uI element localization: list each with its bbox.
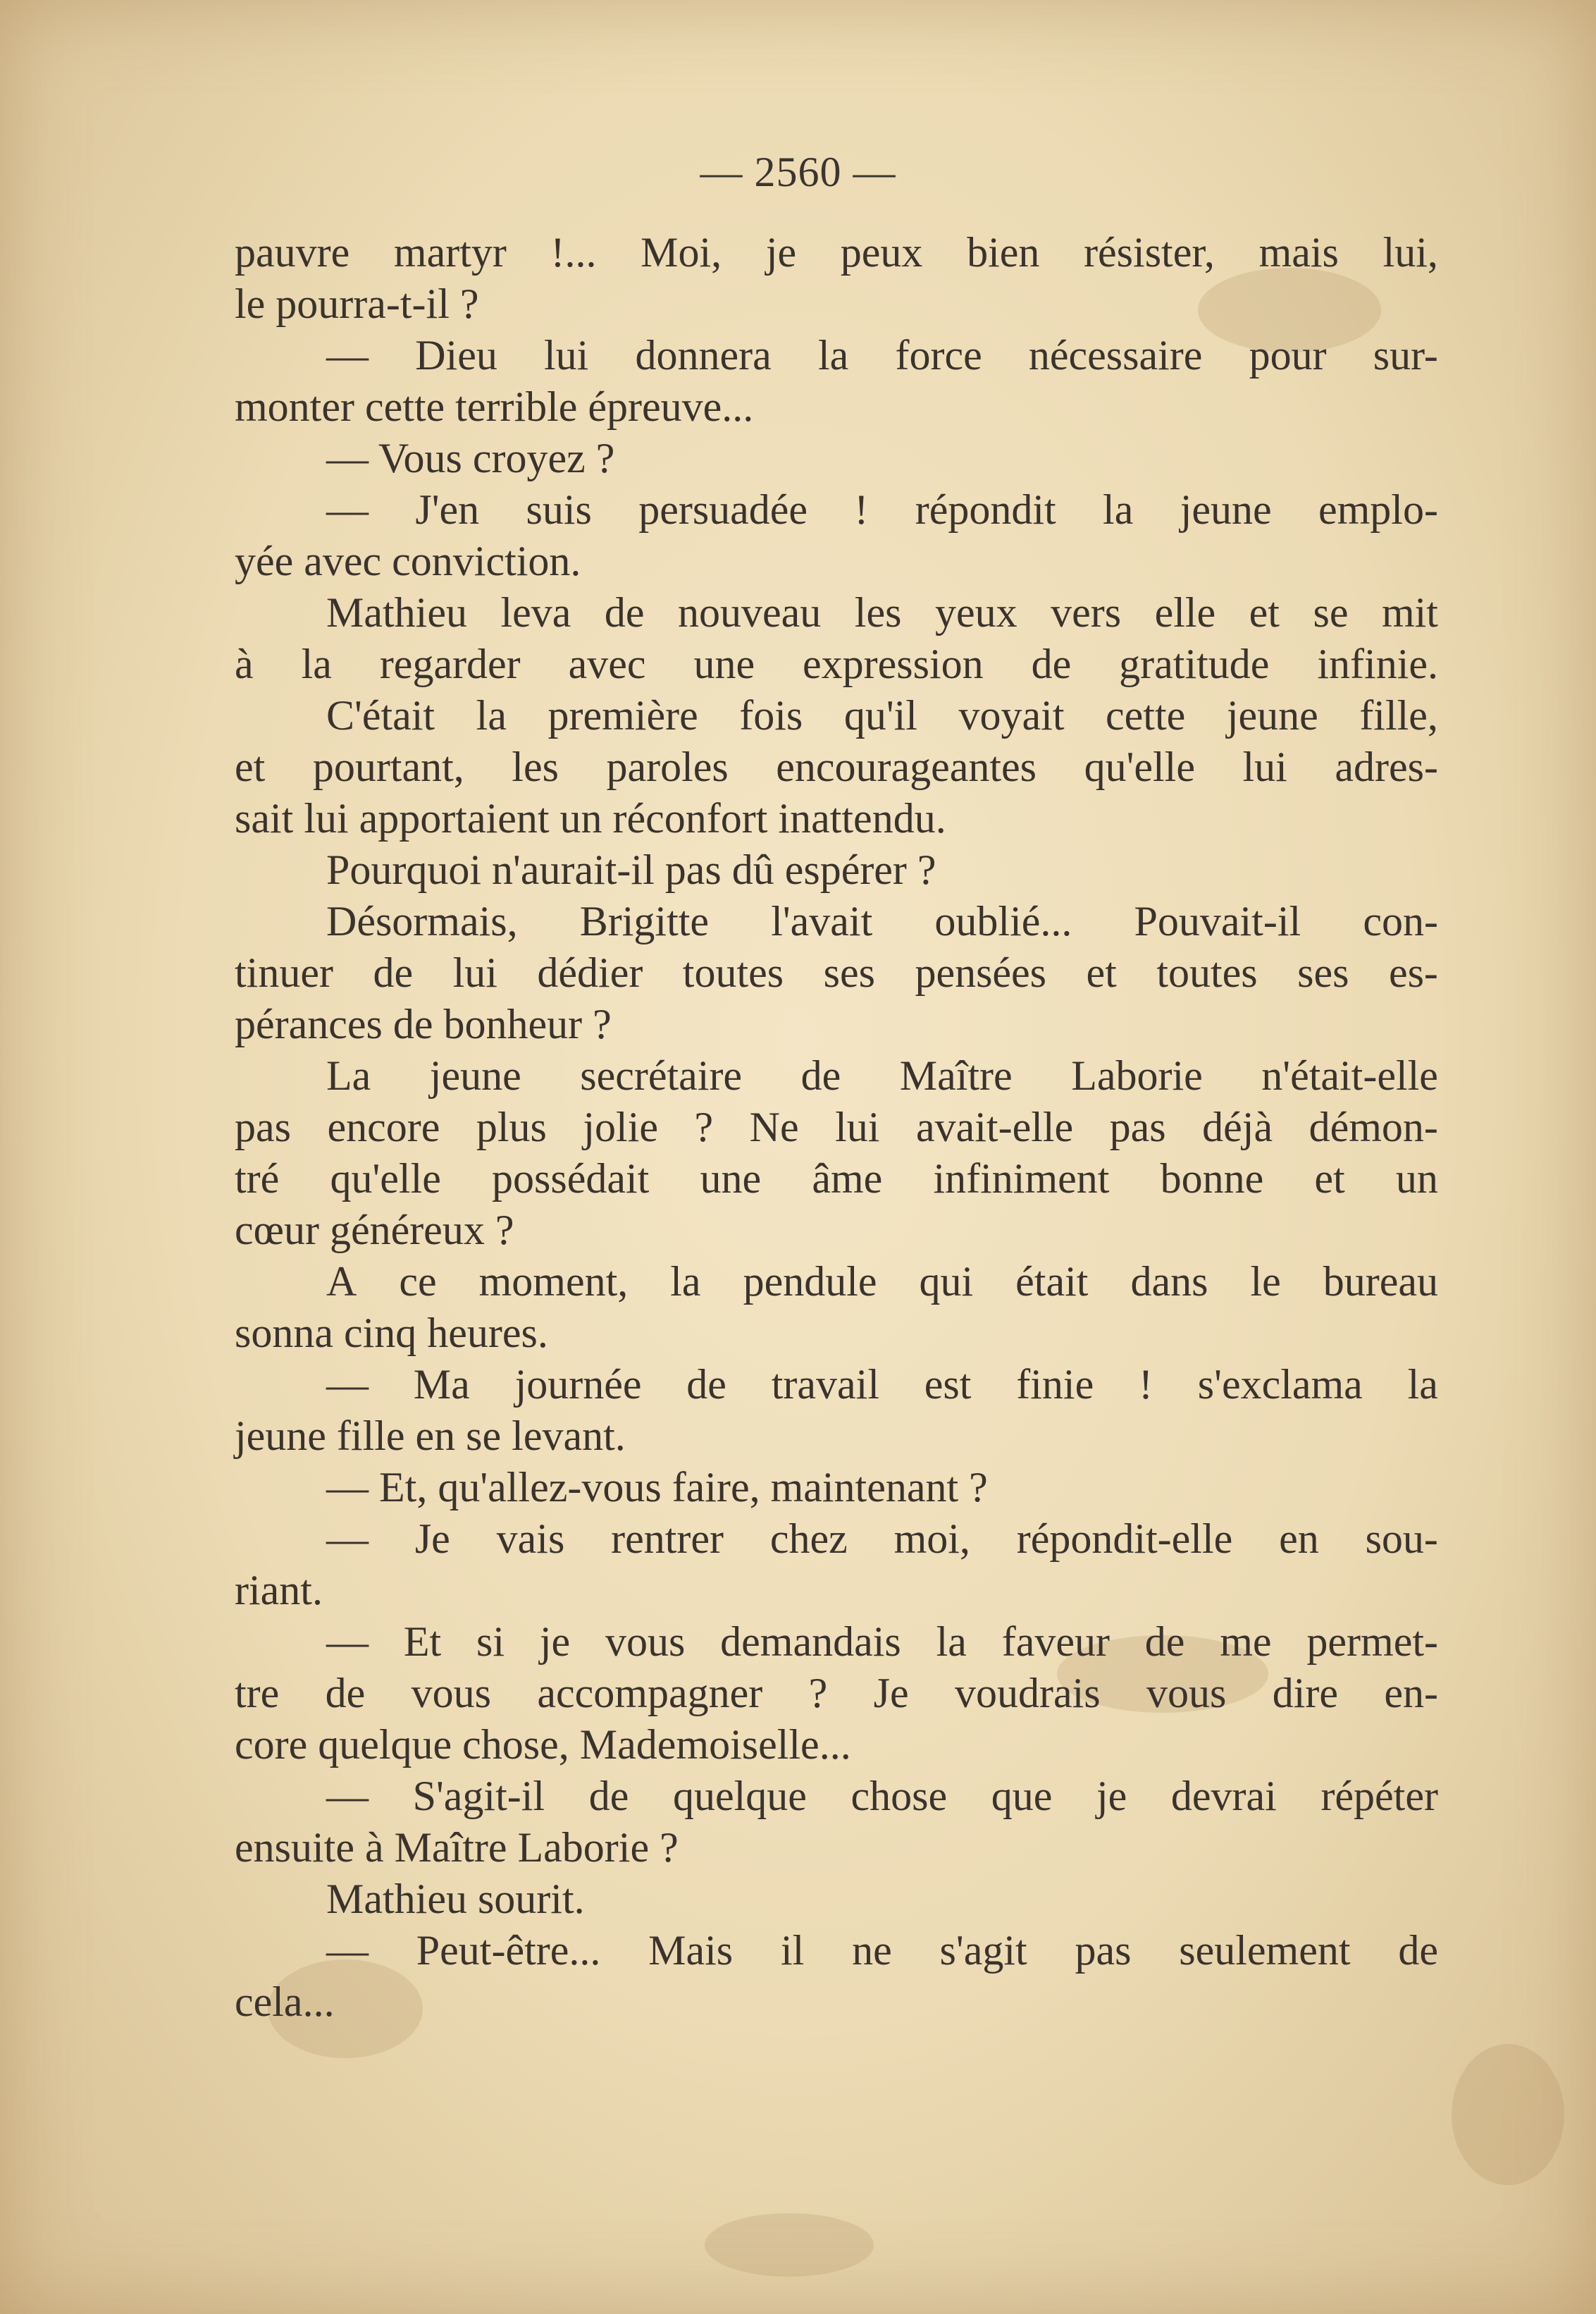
text-line: Pourquoi n'aurait-il pas dû espérer ? [326, 847, 936, 893]
word: ? [694, 1104, 714, 1150]
word: peux [840, 229, 923, 276]
text-line: le pourra-t-il ? [235, 281, 479, 327]
word: expression [803, 641, 984, 687]
word: con- [1363, 898, 1438, 944]
word: âme [812, 1155, 883, 1202]
word: ses [823, 949, 875, 996]
word: possédait [492, 1155, 650, 1202]
word: C'était [326, 692, 435, 739]
word: fois [739, 692, 803, 739]
word: rentrer [611, 1515, 724, 1562]
text-line: pérances de bonheur ? [235, 1001, 612, 1047]
word: chez [769, 1515, 848, 1562]
word: Je [873, 1670, 909, 1716]
word: bien [967, 229, 1040, 276]
word: Peut-être... [416, 1927, 601, 1974]
text-line: riant. [235, 1567, 323, 1613]
word: de [604, 589, 645, 636]
word: travail [771, 1361, 879, 1408]
word: — [326, 1773, 369, 1819]
word: jolie [583, 1104, 659, 1150]
word: voudrais [954, 1670, 1101, 1716]
text-line [235, 1359, 1438, 1410]
word: force [895, 332, 982, 379]
text-line [235, 1668, 1438, 1719]
word: encourageantes [776, 744, 1037, 790]
word: pour [1249, 332, 1327, 379]
word: vais [496, 1515, 565, 1562]
word: bureau [1323, 1258, 1438, 1305]
word: à [235, 641, 254, 687]
word: tinuer [235, 949, 333, 996]
word: que [991, 1773, 1053, 1819]
word: démon- [1309, 1104, 1438, 1150]
word: infiniment [933, 1155, 1110, 1202]
word: pensées [915, 949, 1047, 996]
word: jeune [1226, 692, 1318, 739]
word: Pouvait-il [1134, 898, 1301, 944]
word: emplo- [1318, 486, 1438, 533]
text-line: yée avec conviction. [235, 538, 581, 584]
word: elle [1154, 589, 1216, 636]
text-line [235, 587, 1438, 639]
text-line [235, 330, 1438, 381]
text-line [235, 741, 1438, 793]
word: Je [414, 1515, 450, 1562]
word: et [1314, 1155, 1345, 1202]
word: avait-elle [915, 1104, 1074, 1150]
word: la [936, 1618, 967, 1665]
text-line: Mathieu sourit. [326, 1876, 585, 1922]
word: dire [1272, 1670, 1338, 1716]
word: pas [1109, 1104, 1166, 1150]
word: donnera [635, 332, 772, 379]
word: toutes [1156, 949, 1258, 996]
word: avec [568, 641, 646, 687]
word: n'était-elle [1261, 1052, 1438, 1099]
word: une [693, 641, 755, 687]
text-line: sait lui apportaient un réconfort inattendu. [235, 795, 946, 842]
word: qu'elle [330, 1155, 441, 1202]
word: pas [1075, 1927, 1132, 1974]
text-line: cœur généreux ? [235, 1207, 514, 1253]
word: quelque [672, 1773, 807, 1819]
word: qu'elle [1084, 744, 1195, 790]
word: Moi, [641, 229, 722, 276]
word: et [1249, 589, 1280, 636]
text-line [235, 1050, 1438, 1102]
word: Brigitte [579, 898, 710, 944]
word: je [539, 1618, 571, 1665]
paper-stain [1452, 2044, 1564, 2185]
word: la [670, 1258, 701, 1305]
text-line [235, 227, 1438, 278]
word: de [588, 1773, 629, 1819]
word: ce [399, 1258, 437, 1305]
word: Laborie [1071, 1052, 1203, 1099]
word: secrétaire [580, 1052, 743, 1099]
text-line: — Et, qu'allez-vous faire, maintenant ? [326, 1464, 988, 1510]
word: mais [1258, 229, 1339, 276]
word: fille, [1359, 692, 1438, 739]
word: pauvre [235, 229, 350, 276]
word: adres- [1335, 744, 1438, 790]
text-line [235, 1153, 1438, 1205]
word: le [1250, 1258, 1281, 1305]
word: pourtant, [312, 744, 464, 790]
word: si [476, 1618, 505, 1665]
word: lui [544, 332, 589, 379]
page-number: — 2560 — [700, 149, 896, 195]
word: répondit-elle [1016, 1515, 1233, 1562]
text-line [235, 1513, 1438, 1565]
word: vous [605, 1618, 686, 1665]
word: ? [808, 1670, 828, 1716]
word: de [1398, 1927, 1438, 1974]
word: était [1015, 1258, 1089, 1305]
word: yeux [934, 589, 1017, 636]
word: bonne [1160, 1155, 1264, 1202]
text-line [235, 1616, 1438, 1668]
word: moment, [478, 1258, 629, 1305]
word: — [326, 1515, 369, 1562]
text-line: ensuite à Maître Laborie ? [235, 1824, 679, 1871]
word: répéter [1320, 1773, 1438, 1819]
word: regarder [379, 641, 521, 687]
word: s'exclama [1197, 1361, 1363, 1408]
word: et [1086, 949, 1117, 996]
word: qui [919, 1258, 974, 1305]
word: ses [1297, 949, 1349, 996]
word: devrai [1170, 1773, 1277, 1819]
word: jeune [429, 1052, 521, 1099]
word: — [326, 1361, 369, 1408]
word: cette [1106, 692, 1186, 739]
word: seulement [1179, 1927, 1351, 1974]
word: — [326, 1618, 369, 1665]
word: — [326, 332, 369, 379]
word: la [1103, 486, 1134, 533]
word: de [1031, 641, 1072, 687]
word: vous [1146, 1670, 1227, 1716]
word: A [326, 1258, 357, 1305]
word: — [326, 486, 369, 533]
word: en- [1384, 1670, 1438, 1716]
word: nécessaire [1028, 332, 1203, 379]
word: mit [1381, 589, 1438, 636]
word: — [326, 1927, 369, 1974]
word: dans [1130, 1258, 1208, 1305]
text-line: cela... [235, 1978, 335, 2025]
word: l'avait [771, 898, 873, 944]
word: la [476, 692, 507, 739]
word: et [235, 744, 266, 790]
word: se [1313, 589, 1349, 636]
word: répondit [915, 486, 1056, 533]
word: leva [500, 589, 571, 636]
word: voyait [958, 692, 1065, 739]
word: une [700, 1155, 762, 1202]
text-line [235, 896, 1438, 947]
text-line [235, 1256, 1438, 1307]
word: je [765, 229, 797, 276]
text-line [235, 690, 1438, 741]
word: pendule [743, 1258, 877, 1305]
word: chose [850, 1773, 948, 1819]
word: permet- [1306, 1618, 1438, 1665]
word: de [325, 1670, 366, 1716]
word: jeune [1180, 486, 1272, 533]
word: qu'il [843, 692, 917, 739]
word: lui [1242, 744, 1287, 790]
word: !... [550, 229, 597, 276]
word: la [301, 641, 332, 687]
text-line: core quelque chose, Mademoiselle... [235, 1721, 851, 1768]
body-text [235, 227, 1438, 2028]
word: martyr [393, 229, 507, 276]
word: vers [1051, 589, 1122, 636]
word: résister, [1084, 229, 1215, 276]
word: toutes [682, 949, 784, 996]
word: encore [327, 1104, 440, 1150]
word: gratitude [1119, 641, 1270, 687]
text-line [235, 1771, 1438, 1822]
text-line: monter cette terrible épreuve... [235, 383, 754, 430]
word: lui [452, 949, 497, 996]
word: ! [854, 486, 869, 533]
word: pas [235, 1104, 291, 1150]
word: en [1279, 1515, 1319, 1562]
word: Mais [648, 1927, 734, 1974]
word: nouveau [678, 589, 822, 636]
word: J'en [415, 486, 480, 533]
word: la [817, 332, 849, 379]
word: persuadée [638, 486, 808, 533]
text-line: — Vous croyez ? [326, 435, 615, 481]
word: oublié... [934, 898, 1072, 944]
text-line: jeune fille en se levant. [235, 1413, 626, 1459]
word: demandais [720, 1618, 901, 1665]
word: Et [403, 1618, 442, 1665]
word: dédier [537, 949, 643, 996]
word: les [512, 744, 559, 790]
word: Désormais, [326, 898, 518, 944]
word: il [780, 1927, 805, 1974]
word: déjà [1202, 1104, 1273, 1150]
word: infinie. [1317, 641, 1438, 687]
word: sur- [1373, 332, 1438, 379]
word: tre [235, 1670, 280, 1716]
text-line [235, 1102, 1438, 1153]
word: Ma [413, 1361, 470, 1408]
paper-stain [705, 2213, 874, 2277]
word: je [1096, 1773, 1127, 1819]
word: lui, [1382, 229, 1438, 276]
word: de [686, 1361, 726, 1408]
word: de [373, 949, 414, 996]
word: suis [526, 486, 592, 533]
text-line [235, 947, 1438, 999]
word: La [326, 1052, 371, 1099]
word: plus [476, 1104, 547, 1150]
word: s'agit [939, 1927, 1027, 1974]
text-line [235, 1925, 1438, 1976]
word: de [800, 1052, 841, 1099]
word: Mathieu [326, 589, 467, 636]
text-line [235, 639, 1438, 690]
word: lui [835, 1104, 880, 1150]
word: les [854, 589, 902, 636]
word: la [1407, 1361, 1438, 1408]
text-line: sonna cinq heures. [235, 1310, 548, 1356]
word: me [1220, 1618, 1272, 1665]
word: S'agit-il [412, 1773, 545, 1819]
text-line [235, 484, 1438, 536]
word: moi, [893, 1515, 970, 1562]
word: ! [1139, 1361, 1153, 1408]
word: de [1144, 1618, 1185, 1665]
word: es- [1388, 949, 1438, 996]
word: accompagner [537, 1670, 763, 1716]
word: Maître [899, 1052, 1013, 1099]
word: tré [235, 1155, 280, 1202]
word: paroles [606, 744, 729, 790]
word: est [924, 1361, 972, 1408]
word: vous [411, 1670, 492, 1716]
word: finie [1016, 1361, 1094, 1408]
word: ne [852, 1927, 892, 1974]
word: Dieu [415, 332, 497, 379]
word: première [548, 692, 698, 739]
word: un [1395, 1155, 1438, 1202]
word: Ne [749, 1104, 799, 1150]
word: faveur [1001, 1618, 1110, 1665]
word: journée [514, 1361, 642, 1408]
word: sou- [1365, 1515, 1438, 1562]
